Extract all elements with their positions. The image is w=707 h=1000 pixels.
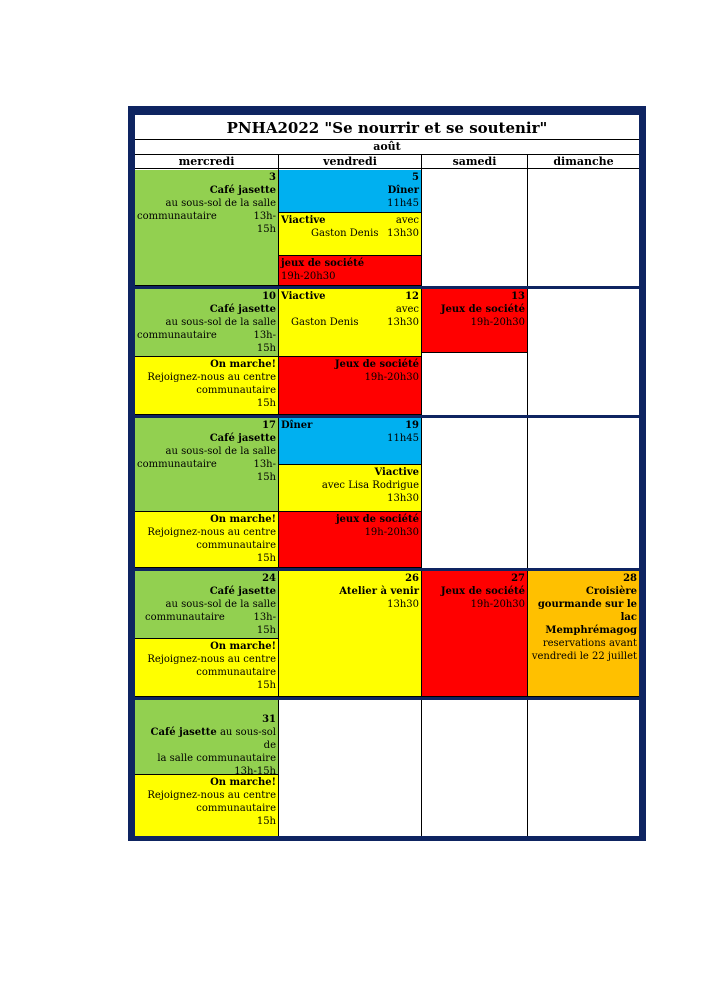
event-viactive <box>279 465 421 512</box>
event-note-2: vendredi le 22 juillet <box>531 651 637 662</box>
event-location-2: communautaire <box>137 211 217 222</box>
event-title: Viactive <box>281 215 326 226</box>
event-title: On marche! <box>210 777 276 788</box>
event-title: Jeux de société <box>334 359 419 370</box>
event-time-end: 15h <box>256 625 276 636</box>
event-cafe-jasette <box>135 418 278 512</box>
grid-line <box>421 155 422 836</box>
event-title: On marche! <box>210 359 276 370</box>
event-title: Café jasette <box>150 727 217 738</box>
event-time: 13h30 <box>387 317 419 328</box>
event-title: Café jasette <box>209 185 276 196</box>
event-viactive <box>279 213 421 256</box>
day-number: 3 <box>269 172 276 183</box>
event-time: 19h-20h30 <box>470 317 525 328</box>
event-location-2: communautaire <box>145 612 225 623</box>
event-time: 13h- <box>253 330 276 341</box>
event-time: 13h30 <box>387 599 419 610</box>
month-label: août <box>135 140 639 155</box>
event-host: Gaston Denis <box>291 317 359 328</box>
event-location: au sous-sol de <box>216 727 276 751</box>
event-location-2: communautaire <box>196 540 276 551</box>
day-number: 27 <box>511 573 525 584</box>
event-location-2: communautaire <box>196 385 276 396</box>
day-header-wednesday: mercredi <box>135 155 279 169</box>
event-title: jeux de société <box>335 514 419 525</box>
day-header-sunday: dimanche <box>528 155 639 169</box>
event-diner <box>279 418 421 465</box>
event-jeux-de-societe <box>279 512 421 568</box>
day-number: 13 <box>511 291 525 302</box>
event-time: 13h30 <box>387 228 419 239</box>
event-location-2: communautaire <box>196 803 276 814</box>
event-title-2: gourmande sur le <box>537 599 637 610</box>
event-jeux-de-societe <box>422 289 527 353</box>
event-title: Café jasette <box>209 304 276 315</box>
day-header-friday: vendredi <box>279 155 422 169</box>
event-title-3: lac <box>620 612 637 623</box>
event-avec: avec <box>395 215 419 226</box>
event-time: 13h- <box>253 612 276 623</box>
event-title: jeux de société <box>281 258 365 269</box>
event-location: Rejoignez-nous au centre <box>147 790 276 801</box>
event-location: Rejoignez-nous au centre <box>147 372 276 383</box>
event-title: Jeux de société <box>440 304 525 315</box>
event-title: On marche! <box>210 641 276 652</box>
event-time: 11h45 <box>387 198 419 209</box>
event-time: 19h-20h30 <box>470 599 525 610</box>
event-location: Rejoignez-nous au centre <box>147 527 276 538</box>
event-time: 13h30 <box>387 493 419 504</box>
event-croisiere <box>528 571 639 697</box>
event-time-end: 15h <box>256 343 276 354</box>
event-time: 15h <box>256 398 276 409</box>
event-host: avec Lisa Rodrigue <box>321 480 419 491</box>
event-cafe-jasette <box>135 289 278 357</box>
day-number: 10 <box>262 291 276 302</box>
event-time: 15h <box>256 816 276 827</box>
event-viactive <box>279 289 421 357</box>
event-time: 19h-20h30 <box>364 527 419 538</box>
event-location: Rejoignez-nous au centre <box>147 654 276 665</box>
event-title: Dîner <box>281 420 313 431</box>
event-title: Café jasette <box>209 586 276 597</box>
event-on-marche <box>135 357 278 415</box>
day-number: 28 <box>623 573 637 584</box>
event-time: 19h-20h30 <box>364 372 419 383</box>
event-diner <box>279 170 421 213</box>
calendar-title: PNHA2022 "Se nourrir et se soutenir" <box>135 117 639 140</box>
event-avec: avec <box>395 304 419 315</box>
event-title-4: Memphrémagog <box>545 625 637 636</box>
event-location-2: communautaire <box>196 667 276 678</box>
event-location-2: communautaire <box>137 330 217 341</box>
event-title: Atelier à venir <box>339 586 419 597</box>
day-number: 26 <box>405 573 419 584</box>
event-time: 19h-20h30 <box>281 271 336 282</box>
event-atelier <box>279 571 421 697</box>
event-title: Croisière <box>585 586 637 597</box>
event-time-end: 15h <box>256 224 276 235</box>
event-time: 13h- <box>253 211 276 222</box>
event-title: Jeux de société <box>440 586 525 597</box>
day-number: 24 <box>262 573 276 584</box>
event-time: 15h <box>256 553 276 564</box>
day-number: 12 <box>405 291 419 302</box>
event-location: au sous-sol de la salle <box>165 317 276 328</box>
event-location: au sous-sol de la salle <box>165 446 276 457</box>
event-title: Viactive <box>281 291 326 302</box>
event-location: au sous-sol de la salle <box>165 198 276 209</box>
event-time: 13h- <box>253 459 276 470</box>
event-jeux-de-societe <box>279 357 421 415</box>
event-location-2: communautaire <box>137 459 217 470</box>
event-title: Viactive <box>374 467 419 478</box>
event-location: au sous-sol de la salle <box>165 599 276 610</box>
event-cafe-jasette <box>135 571 278 639</box>
day-number: 17 <box>262 420 276 431</box>
event-time-end: 15h <box>256 472 276 483</box>
day-number: 19 <box>405 420 419 431</box>
event-time: 15h <box>256 680 276 691</box>
event-jeux-de-societe <box>279 256 421 286</box>
event-on-marche <box>135 639 278 697</box>
event-cafe-jasette <box>135 170 278 286</box>
event-cafe-jasette <box>135 700 278 775</box>
event-time: 13h-15h <box>234 766 276 775</box>
event-on-marche <box>135 512 278 568</box>
event-host: Gaston Denis <box>311 228 379 239</box>
event-jeux-de-societe <box>422 571 527 697</box>
day-number: 5 <box>412 172 419 183</box>
event-location-2: la salle communautaire <box>157 753 276 764</box>
event-title: Café jasette <box>209 433 276 444</box>
event-title: Dîner <box>387 185 419 196</box>
event-on-marche <box>135 775 278 836</box>
event-note: reservations avant <box>542 638 637 649</box>
day-number: 31 <box>262 714 276 725</box>
event-time: 11h45 <box>387 433 419 444</box>
grid-line <box>527 155 528 836</box>
day-header-saturday: samedi <box>422 155 528 169</box>
event-title: On marche! <box>210 514 276 525</box>
